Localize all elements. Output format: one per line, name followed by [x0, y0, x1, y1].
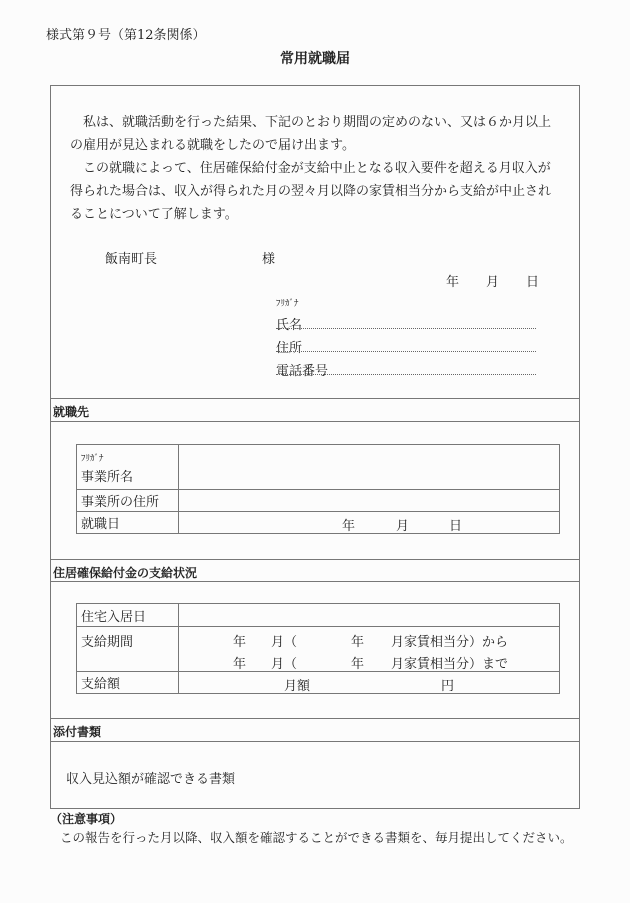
period-to-year: 年 — [233, 657, 247, 672]
notes-body: この報告を行った月以降、収入額を確認することができる書類を、毎月提出してください。 — [60, 830, 573, 845]
applicant-name-label: 氏名 — [276, 318, 303, 333]
declaration-line: この就職によって、住居確保給付金が支給中止となる収入要件を超える月収入が — [83, 161, 551, 176]
period-from-rent-year: 年 — [351, 635, 365, 650]
applicant-name-field[interactable] — [276, 328, 536, 329]
employment-date-day: 日 — [449, 519, 463, 534]
declaration-line: 私は、就職活動を行った結果、下記のとおり期間の定めのない、又は６か月以上 — [83, 115, 552, 130]
period-from-month: 月（ — [271, 635, 298, 650]
benefit-period-label: 支給期間 — [77, 627, 179, 672]
employment-date-year: 年 — [342, 519, 356, 534]
move-in-date-label: 住宅入居日 — [77, 604, 179, 627]
table-row — [77, 604, 560, 627]
divider — [50, 741, 579, 742]
employment-table — [76, 444, 560, 534]
declaration-line: の雇用が見込まれる就職をしたので届け出ます。 — [70, 138, 355, 153]
period-to-rent-year: 年 — [351, 657, 365, 672]
applicant-phone-field[interactable] — [276, 374, 536, 375]
table-row — [77, 490, 560, 512]
company-address-field[interactable] — [179, 490, 560, 512]
employment-date-month: 月 — [396, 519, 410, 534]
attachment-item: 収入見込額が確認できる書類 — [66, 772, 236, 787]
divider — [50, 421, 579, 422]
divider — [50, 398, 579, 399]
section-title-benefit: 住居確保給付金の支給状況 — [53, 566, 198, 580]
period-to-rent-month: 月家賃相当分）まで — [391, 657, 509, 672]
declaration-line: ることについて了解します。 — [70, 207, 238, 222]
table-row — [77, 512, 560, 534]
section-title-attachments: 添付書類 — [53, 725, 102, 739]
addressee-honorific: 様 — [262, 252, 276, 267]
table-row — [77, 627, 560, 672]
notes-title: （注意事項） — [50, 812, 123, 826]
table-row — [77, 445, 560, 490]
company-name-field[interactable] — [179, 445, 560, 490]
applicant-phone-label: 電話番号 — [276, 364, 329, 379]
benefit-amount-label: 支給額 — [77, 672, 179, 694]
benefit-period-field[interactable] — [179, 627, 560, 672]
employment-date-field[interactable] — [179, 512, 560, 534]
date-day[interactable]: 日 — [526, 275, 540, 290]
company-name-label-cell — [77, 445, 179, 490]
divider — [50, 581, 579, 582]
section-title-employment: 就職先 — [53, 405, 90, 419]
benefit-table — [76, 603, 560, 694]
company-address-label: 事業所の住所 — [77, 490, 179, 512]
declaration-line: 得られた場合は、収入が得られた月の翌々月以降の家賃相当分から支給が中止され — [70, 184, 552, 199]
company-furigana-label: ﾌﾘｶﾞﾅ — [81, 454, 104, 464]
date-month[interactable]: 月 — [486, 275, 500, 290]
divider — [50, 718, 579, 719]
addressee-name: 飯南町長 — [105, 252, 158, 267]
divider — [50, 559, 579, 560]
form-id: 様式第９号（第12条関係） — [46, 28, 206, 43]
period-from-rent-month: 月家賃相当分）から — [391, 635, 509, 650]
applicant-address-label: 住所 — [276, 341, 303, 356]
applicant-furigana-label: ﾌﾘｶﾞﾅ — [276, 299, 299, 309]
applicant-address-field[interactable] — [276, 351, 536, 352]
company-name-label: 事業所名 — [81, 470, 134, 485]
page-title: 常用就職届 — [280, 51, 350, 67]
move-in-date-field[interactable] — [179, 604, 560, 627]
benefit-amount-monthly: 月額 — [284, 679, 311, 694]
declaration — [70, 111, 570, 226]
benefit-amount-field[interactable] — [179, 672, 560, 694]
employment-date-label: 就職日 — [77, 512, 179, 534]
benefit-amount-unit: 円 — [441, 679, 455, 694]
date-year[interactable]: 年 — [446, 275, 460, 290]
table-row — [77, 672, 560, 694]
period-to-month: 月（ — [271, 657, 298, 672]
period-from-year: 年 — [233, 635, 247, 650]
